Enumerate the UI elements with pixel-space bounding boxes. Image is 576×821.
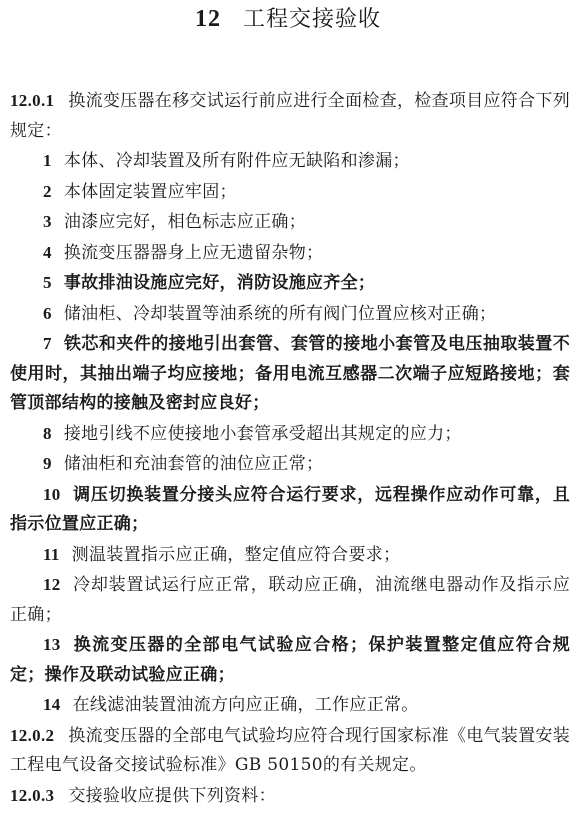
item-number: 5 [43,273,52,292]
list-item-3 [10,207,570,238]
clause-12-0-3 [10,781,570,812]
list-item-8 [10,419,570,450]
item-text: 本体固定装置应牢固； [63,181,237,202]
item-number: 1 [43,151,52,170]
list-item-11 [10,540,570,571]
clause-12-0-2 [10,721,570,781]
item-text: 测温装置指示应正确，整定值应符合要求； [71,544,401,565]
item-number: 11 [43,544,60,564]
item-text: 换流变压器器身上应无遗留杂物； [63,242,324,263]
clause-text: 换流变压器的全部电气试验均应符合现行国家标准《电气装置安装工程电气设备交接试验标准》GB 50150的有关规定。 [10,725,571,775]
item-number: 12 [43,575,61,594]
item-number: 6 [43,303,52,323]
list-item-2 [10,177,570,208]
item-text: 接地引线不应使接地小套管承受超出其规定的应力； [63,423,462,444]
clause-number: 12.0.2 [10,725,55,745]
list-item-5 [10,268,570,299]
item-text: 油漆应完好，相色标志应正确； [63,212,307,232]
chapter-title-text: 工程交接验收 [242,7,381,32]
document-body [10,86,570,811]
list-item-4 [10,238,570,269]
item-number: 2 [43,181,52,201]
chapter-number: 12 [194,6,221,32]
clause-text: 交接验收应提供下列资料： [68,785,276,806]
item-text: 调压切换装置分接头应符合运行要求，远程操作应动作可靠，且指示位置应正确； [10,484,570,534]
item-number: 10 [43,484,61,504]
list-item-7 [10,329,570,419]
item-text: 在线滤油装置油流方向应正确，工作应正常。 [72,695,419,715]
item-text: 换流变压器的全部电气试验应合格；保护装置整定值应符合规定；操作及联动试验应正确； [10,635,570,685]
item-number: 9 [43,454,52,473]
list-item-13 [10,630,570,690]
item-text: 储油柜、冷却装置等油系统的所有阀门位置应核对正确； [63,303,497,324]
item-number: 7 [43,334,52,353]
clause-number: 12.0.3 [10,785,55,805]
item-number: 3 [43,212,52,231]
item-number: 14 [43,695,61,714]
list-item-6 [10,299,570,330]
clause-text: 换流变压器在移交试运行前应进行全面检查，检查项目应符合下列规定： [10,91,571,141]
list-item-12 [10,570,570,630]
list-item-10 [10,480,570,540]
item-number: 13 [43,635,61,654]
item-text: 冷却装置试运行应正常，联动应正确，油流继电器动作及指示应正确； [10,575,570,625]
clause-12-0-1 [10,86,570,146]
item-text: 铁芯和夹件的接地引出套管、套管的接地小套管及电压抽取装置不使用时，其抽出端子均应接地；备用电流互感器二次端子应短路接地；套管顶部结构的接触及密封应良好； [10,334,570,413]
item-number: 4 [43,242,52,262]
clause-number: 12.0.1 [10,91,55,110]
list-item-14 [10,690,570,721]
chapter-title [0,2,576,37]
item-number: 8 [43,423,52,443]
item-text: 事故排油设施应完好，消防设施应齐全； [63,273,376,293]
list-item-9 [10,449,570,480]
item-text: 本体、冷却装置及所有附件应无缺陷和渗漏； [63,151,410,171]
item-text: 储油柜和充油套管的油位应正常； [63,454,324,474]
list-item-1 [10,146,570,177]
